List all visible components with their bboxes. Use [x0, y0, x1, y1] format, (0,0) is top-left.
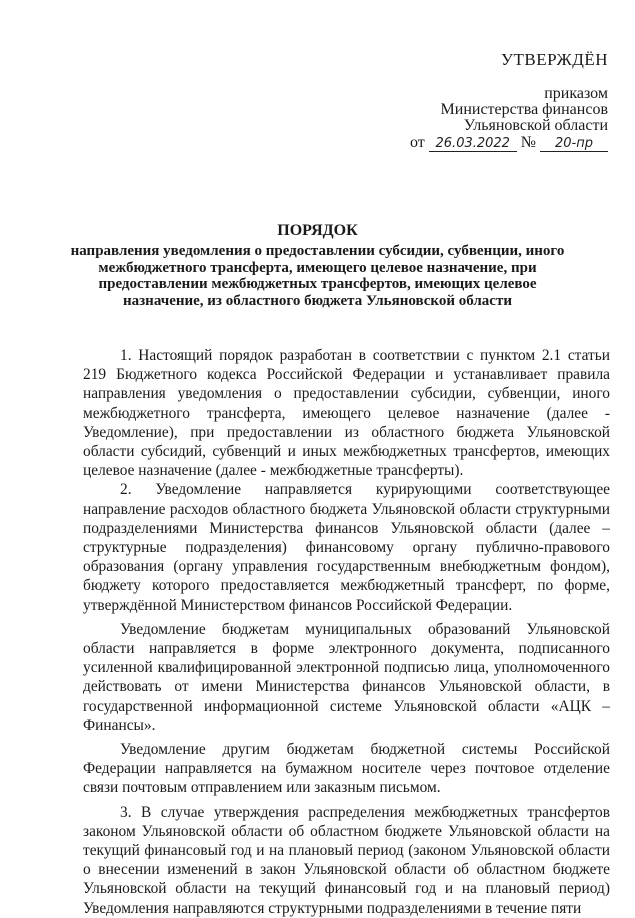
- approval-stamp-heading: УТВЕРЖДЁН: [501, 50, 608, 69]
- handwritten-date: 26.03.2022: [429, 137, 517, 152]
- approval-line-region: Ульяновской области: [463, 117, 608, 134]
- from-label: от: [409, 134, 425, 151]
- document-subtitle: направления уведомления о предоставлении субсидии, субвенции, иного межбюджетного трансферта, имеющего целевое назначение, при предоставлении межбюджетных трансфертов, имеющих целевое назначение, из областного бюджета Ульяновской области: [70, 243, 565, 309]
- paragraph-2: 2. Уведомление направляется курирующими соответствующее направление расходов областного бюджета Ульяновской области структурными подразделениями Министерства финансов Ульяновской области (далее – структурные подразделения) финансовому органу публично-правового образования (органу управления государственным внебюджетным фондом), бюджету которого предоставляется межбюджетный трансферт, по форме, утверждённой Министерством финансов Российской Федерации.: [83, 481, 610, 614]
- paragraph-3: 3. В случае утверждения распределения межбюджетных трансфертов законом Ульяновской области об областном бюджете Ульяновской области на текущий финансовый год и на плановый период (законом Ульяновской области о внесении изменений в закон Ульяновской области об областном бюджете Ульяновской области на текущий финансовый год и на плановый период) Уведомления направляются структурными подразделениями в течение пяти: [83, 803, 610, 917]
- paragraph-1: 1. Настоящий порядок разработан в соответствии с пунктом 2.1 статьи 219 Бюджетного кодекса Российской Федерации и устанавливает правила направления уведомления о предоставлении субсидии, субвенции, иного межбюджетного трансферта, имеющего целевое назначение (далее - Уведомление), при предоставлении из областного бюджета Ульяновской области субсидий, субвенций и иных межбюджетных трансфертов, имеющих целевое назначение (далее - межбюджетные трансферты).: [83, 347, 610, 480]
- approval-line-ministry: Министерства финансов: [440, 101, 608, 118]
- approval-line-order: приказом: [544, 85, 608, 102]
- handwritten-number: 20-пр: [540, 137, 608, 152]
- number-label: №: [520, 134, 536, 151]
- paragraph-2-other-budgets: Уведомление другим бюджетам бюджетной системы Российской Федерации направляется на бумажном носителе через почтовое отделение связи почтовым отправлением или заказным письмом.: [83, 741, 610, 797]
- document-title: ПОРЯДОК: [277, 222, 358, 239]
- approval-date-number: [410, 134, 608, 152]
- paragraph-2-municipal: Уведомление бюджетам муниципальных образований Ульяновской области направляется в форме электронного документа, подписанного усиленной квалифицированной электронной подписью лица, уполномоченного действовать от имени Министерства финансов Ульяновской области, в государственной информационной системе Ульяновской области «АЦК – Финансы».: [83, 620, 610, 734]
- document-body: [83, 346, 610, 918]
